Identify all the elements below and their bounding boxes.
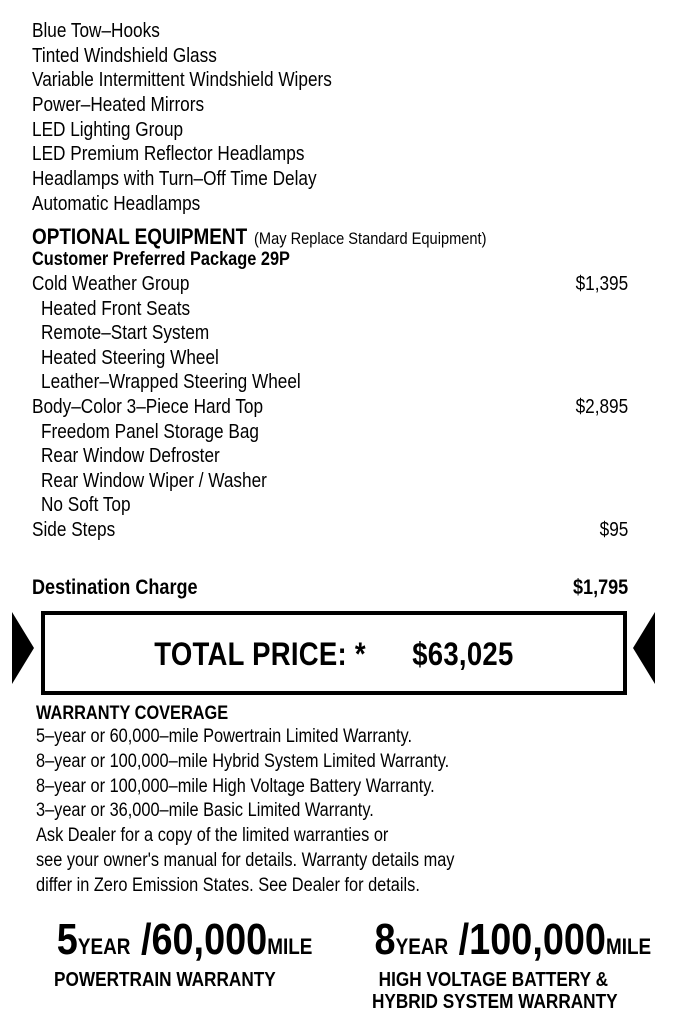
warranty-line: see your owner's manual for details. Warranty details may <box>36 849 455 871</box>
battery-warranty-badge: 8YEAR /100,000MILE HIGH VOLTAGE BATTERY & HYBRID SYSTEM WARRANTY <box>371 915 652 1013</box>
optional-equipment-heading <box>32 224 560 250</box>
warranty-title: WARRANTY COVERAGE <box>36 703 229 724</box>
option-row: Rear Window Defroster <box>41 445 220 468</box>
option-row: Side Steps $95 <box>32 518 628 541</box>
powertrain-warranty-badge: 5YEAR /60,000MILE POWERTRAIN WARRANTY <box>54 915 313 991</box>
package-name: Customer Preferred Package 29P <box>32 249 290 270</box>
total-price-box <box>41 611 627 695</box>
option-row: Rear Window Wiper / Washer <box>41 469 267 492</box>
list-item: LED Lighting Group <box>32 118 184 141</box>
option-row: Freedom Panel Storage Bag <box>41 420 260 443</box>
option-row: Body–Color 3–Piece Hard Top $2,895 <box>32 395 628 418</box>
option-price: $95 <box>599 518 628 541</box>
total-price-value: $63,025 <box>412 636 514 672</box>
destination-label: Destination Charge <box>32 576 198 599</box>
optional-equipment-title: OPTIONAL EQUIPMENT <box>32 224 248 249</box>
option-price: $1,395 <box>575 273 628 295</box>
warranty-coverage <box>36 703 523 899</box>
option-row: No Soft Top <box>41 494 131 517</box>
list-item: Headlamps with Turn–Off Time Delay <box>32 168 317 191</box>
optional-equipment-list <box>32 272 628 543</box>
warranty-line: 8–year or 100,000–mile High Voltage Battery Warranty. <box>36 775 435 797</box>
destination-price: $1,795 <box>572 576 628 599</box>
option-row: Heated Front Seats <box>41 297 191 320</box>
standard-equipment-list <box>32 19 381 217</box>
option-row: Leather–Wrapped Steering Wheel <box>41 371 301 394</box>
arrow-right-icon <box>12 612 34 684</box>
destination-charge-row <box>32 575 628 601</box>
list-item: Power–Heated Mirrors <box>32 94 205 117</box>
option-row: Cold Weather Group $1,395 <box>32 273 628 295</box>
warranty-line: differ in Zero Emission States. See Dealer for details. <box>36 874 420 896</box>
list-item: Tinted Windshield Glass <box>32 44 217 67</box>
list-item: Automatic Headlamps <box>32 192 201 215</box>
option-row: Remote–Start System <box>41 322 210 345</box>
warranty-line: 5–year or 60,000–mile Powertrain Limited Warranty. <box>36 726 412 747</box>
warranty-line: 3–year or 36,000–mile Basic Limited Warranty. <box>36 800 374 822</box>
total-price-label: TOTAL PRICE: * <box>154 636 366 672</box>
warranty-line: Ask Dealer for a copy of the limited warranties or <box>36 825 389 847</box>
list-item: Blue Tow–Hooks <box>32 20 160 42</box>
option-row: Heated Steering Wheel <box>41 346 219 369</box>
list-item: LED Premium Reflector Headlamps <box>32 143 305 166</box>
list-item: Variable Intermittent Windshield Wipers <box>32 69 332 92</box>
arrow-left-icon <box>633 612 655 684</box>
warranty-line: 8–year or 100,000–mile Hybrid System Limited Warranty. <box>36 750 450 772</box>
option-price: $2,895 <box>575 395 628 418</box>
optional-equipment-note: (May Replace Standard Equipment) <box>254 229 487 248</box>
